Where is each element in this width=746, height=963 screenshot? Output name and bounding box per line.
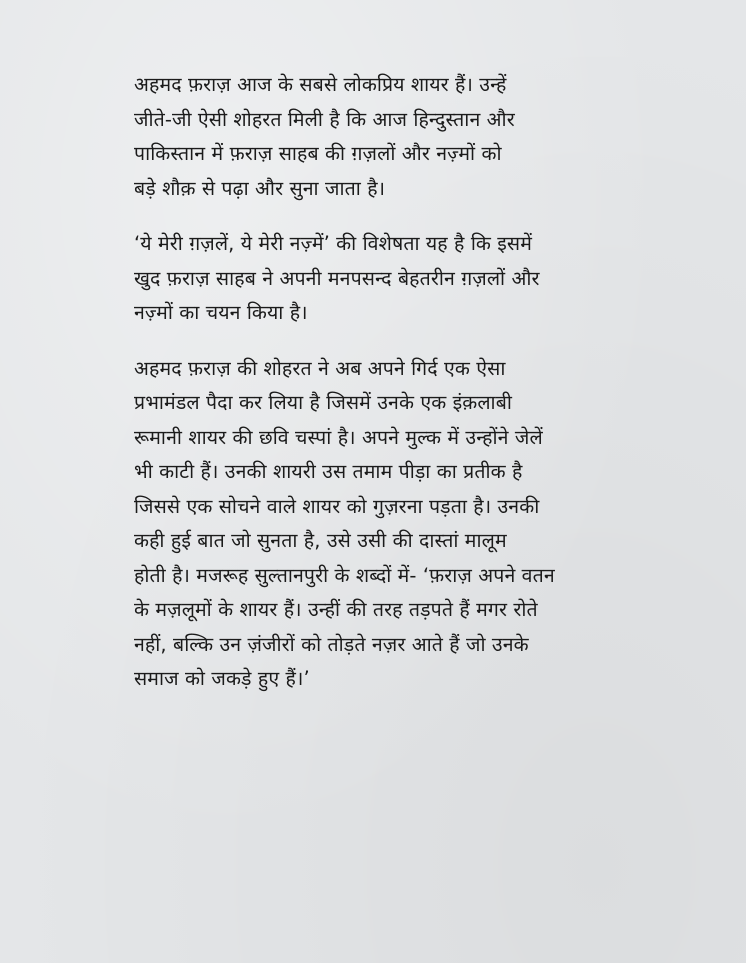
text-line: के मज़लूमों के शायर हैं। उन्हीं की तरह तड़पते हैं मगर रोते bbox=[134, 598, 538, 621]
text-line: नहीं, बल्कि उन ज़ंजीरों को तोड़ते नज़र आते हैं जो उनके bbox=[134, 632, 529, 656]
text-line: अहमद फ़राज़ आज के सबसे लोकप्रिय शायर हैं। उन्हें bbox=[134, 73, 507, 96]
text-line: प्रभामंडल पैदा कर लिया है जिसमें उनके एक इंक़लाबी bbox=[134, 391, 512, 414]
text-line: होती है। मजरूह सुल्तानपुरी के शब्दों में- ‘फ़राज़ अपने वतन bbox=[134, 563, 555, 587]
paragraph-1 bbox=[134, 68, 614, 206]
paragraph-2 bbox=[134, 227, 614, 331]
text-line: ‘ये मेरी ग़ज़लें, ये मेरी नज़्में’ की विशेषता यह है कि इसमें bbox=[134, 232, 532, 255]
text-line: नज़्मों का चयन किया है। bbox=[134, 301, 308, 324]
blurb-text bbox=[134, 68, 614, 718]
text-line: भी काटी हैं। उनकी शायरी उस तमाम पीड़ा का प्रतीक है bbox=[134, 460, 523, 483]
paragraph-3 bbox=[134, 352, 614, 697]
text-line: अहमद फ़राज़ की शोहरत ने अब अपने गिर्द एक ऐसा bbox=[134, 356, 506, 380]
text-line: पाकिस्तान में फ़राज़ साहब की ग़ज़लों और नज़्मों को bbox=[134, 142, 502, 165]
text-line: समाज को जकड़े हुए हैं।’ bbox=[134, 667, 310, 690]
text-line: कही हुई बात जो सुनता है, उसे उसी की दास्तां मालूम bbox=[134, 529, 507, 552]
text-line: रूमानी शायर की छवि चस्पां है। अपने मुल्क में उन्होंने जेलें bbox=[134, 425, 543, 449]
text-line: जीते-जी ऐसी शोहरत मिली है कि आज हिन्दुस्तान और bbox=[134, 107, 515, 131]
text-line: खुद फ़राज़ साहब ने अपनी मनपसन्द बेहतरीन ग़ज़लों और bbox=[134, 266, 540, 290]
text-line: बड़े शौक़ से पढ़ा और सुना जाता है। bbox=[134, 176, 386, 200]
text-line: जिससे एक सोचने वाले शायर को गुज़रना पड़ता है। उनकी bbox=[134, 494, 540, 518]
